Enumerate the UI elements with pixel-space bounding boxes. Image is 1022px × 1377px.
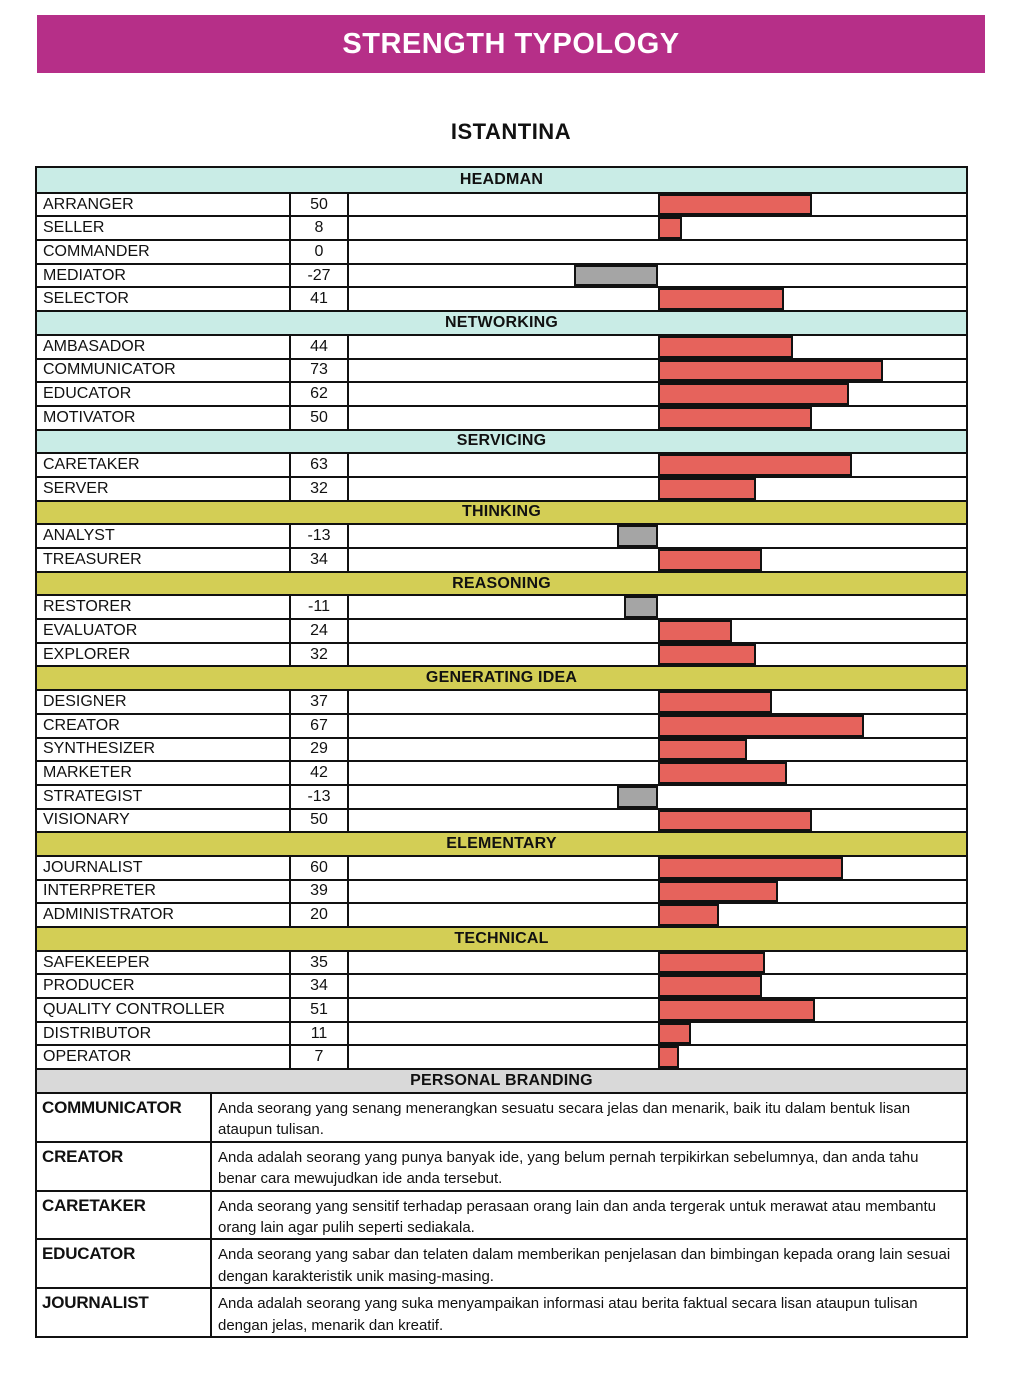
section-header-headman: HEADMAN	[37, 168, 966, 192]
strength-name: STRATEGIST	[37, 786, 291, 808]
person-name: ISTANTINA	[450, 119, 572, 144]
strength-bar-cell	[349, 691, 966, 713]
strength-score: 44	[291, 336, 349, 358]
typology-row-commander	[37, 239, 966, 263]
typology-row-selector	[37, 286, 966, 310]
positive-score-bar	[658, 288, 784, 310]
typology-row-marketer	[37, 760, 966, 784]
strength-score: 41	[291, 288, 349, 310]
strength-name: CARETAKER	[37, 454, 291, 476]
strength-score: 29	[291, 739, 349, 761]
strength-bar-cell	[349, 596, 966, 618]
strength-score: -13	[291, 525, 349, 547]
strength-bar-cell	[349, 525, 966, 547]
branding-description: Anda seorang yang senang menerangkan sesuatu secara jelas dan menarik, baik itu dalam bentuk lisan ataupun tulisan.	[218, 1099, 911, 1139]
strength-bar-cell	[349, 857, 966, 879]
strength-bar-cell	[349, 762, 966, 784]
strength-bar-cell	[349, 549, 966, 571]
strength-name: CREATOR	[37, 715, 291, 737]
branding-label: COMMUNICATOR	[37, 1094, 212, 1141]
strength-score: 24	[291, 620, 349, 642]
positive-score-bar	[658, 904, 720, 926]
strength-score: 32	[291, 478, 349, 500]
strength-score: 63	[291, 454, 349, 476]
strength-name: OPERATOR	[37, 1046, 291, 1068]
strength-score: 11	[291, 1023, 349, 1045]
positive-score-bar	[658, 691, 772, 713]
typology-row-caretaker	[37, 452, 966, 476]
positive-score-bar	[658, 549, 763, 571]
strength-name: ANALYST	[37, 525, 291, 547]
positive-score-bar	[658, 360, 883, 382]
positive-score-bar	[658, 217, 683, 239]
strength-score: 50	[291, 194, 349, 216]
branding-description: Anda adalah seorang yang punya banyak ide, yang belum pernah terpikirkan sebelumnya, dan anda tahu benar cara mewujudkan ide anda tersebut.	[218, 1148, 919, 1187]
strength-name: JOURNALIST	[37, 857, 291, 879]
strength-name: AMBASADOR	[37, 336, 291, 358]
positive-score-bar	[658, 383, 849, 405]
branding-row-caretaker	[37, 1190, 966, 1239]
typology-row-educator	[37, 381, 966, 405]
strength-score: 8	[291, 217, 349, 239]
strength-name: ADMINISTRATOR	[37, 904, 291, 926]
strength-bar-cell	[349, 194, 966, 216]
strength-bar-cell	[349, 478, 966, 500]
strength-name: SAFEKEEPER	[37, 952, 291, 974]
positive-score-bar	[658, 1023, 692, 1045]
strength-name: SERVER	[37, 478, 291, 500]
branding-label: CARETAKER	[37, 1192, 212, 1239]
section-header-reasoning: REASONING	[37, 571, 966, 595]
positive-score-bar	[658, 810, 812, 832]
strength-bar-cell	[349, 1046, 966, 1068]
strength-name: MARKETER	[37, 762, 291, 784]
strength-score: 34	[291, 975, 349, 997]
strength-name: INTERPRETER	[37, 881, 291, 903]
strength-bar-cell	[349, 904, 966, 926]
strength-name: DESIGNER	[37, 691, 291, 713]
strength-bar-cell	[349, 810, 966, 832]
typology-row-motivator	[37, 405, 966, 429]
strength-score: 62	[291, 383, 349, 405]
positive-score-bar	[658, 739, 747, 761]
typology-row-safekeeper	[37, 950, 966, 974]
typology-row-server	[37, 476, 966, 500]
strength-bar-cell	[349, 360, 966, 382]
strength-score: -13	[291, 786, 349, 808]
typology-row-analyst	[37, 523, 966, 547]
strength-bar-cell	[349, 620, 966, 642]
strength-score: 34	[291, 549, 349, 571]
branding-row-educator	[37, 1238, 966, 1287]
typology-row-journalist	[37, 855, 966, 879]
positive-score-bar	[658, 407, 812, 429]
branding-row-creator	[37, 1141, 966, 1190]
strength-score: 7	[291, 1046, 349, 1068]
positive-score-bar	[658, 454, 852, 476]
strength-name: VISIONARY	[37, 810, 291, 832]
report-title: STRENGTH TYPOLOGY	[342, 27, 680, 60]
branding-label: JOURNALIST	[37, 1289, 212, 1336]
typology-row-strategist	[37, 784, 966, 808]
positive-score-bar	[658, 194, 812, 216]
typology-row-arranger	[37, 192, 966, 216]
strength-score: -27	[291, 265, 349, 287]
positive-score-bar	[658, 952, 766, 974]
section-header-generating-idea: GENERATING IDEA	[37, 665, 966, 689]
branding-description: Anda adalah seorang yang suka menyampaikan informasi atau berita faktual secara lisan ataupun tulisan dengan jelas, menarik dan kreatif.	[218, 1295, 918, 1334]
typology-row-visionary	[37, 808, 966, 832]
strength-score: 50	[291, 407, 349, 429]
strength-name: QUALITY CONTROLLER	[37, 999, 291, 1021]
branding-row-journalist	[37, 1287, 966, 1336]
strength-name: EXPLORER	[37, 644, 291, 666]
strength-name: SYNTHESIZER	[37, 739, 291, 761]
typology-row-administrator	[37, 902, 966, 926]
section-header-personal-branding: PERSONAL BRANDING	[37, 1068, 966, 1092]
strength-score: 50	[291, 810, 349, 832]
strength-name: EDUCATOR	[37, 383, 291, 405]
typology-row-operator	[37, 1044, 966, 1068]
negative-score-bar	[617, 786, 657, 808]
strength-name: SELLER	[37, 217, 291, 239]
positive-score-bar	[658, 715, 865, 737]
strength-name: MEDIATOR	[37, 265, 291, 287]
strength-bar-cell	[349, 786, 966, 808]
section-header-networking: NETWORKING	[37, 310, 966, 334]
branding-row-communicator	[37, 1092, 966, 1141]
typology-row-ambasador	[37, 334, 966, 358]
negative-score-bar	[624, 596, 658, 618]
strength-name: PRODUCER	[37, 975, 291, 997]
strength-name: DISTRIBUTOR	[37, 1023, 291, 1045]
branding-label: CREATOR	[37, 1143, 212, 1190]
typology-row-mediator	[37, 263, 966, 287]
report-page	[0, 15, 1022, 1338]
strength-score: 35	[291, 952, 349, 974]
strength-score: 32	[291, 644, 349, 666]
strength-bar-cell	[349, 454, 966, 476]
strength-name: COMMANDER	[37, 241, 291, 263]
typology-row-interpreter	[37, 879, 966, 903]
typology-row-seller	[37, 215, 966, 239]
strength-name: RESTORER	[37, 596, 291, 618]
typology-row-restorer	[37, 594, 966, 618]
section-header-servicing: SERVICING	[37, 429, 966, 453]
typology-row-evaluator	[37, 618, 966, 642]
positive-score-bar	[658, 857, 843, 879]
strength-score: 0	[291, 241, 349, 263]
strength-score: 37	[291, 691, 349, 713]
title-banner	[37, 15, 985, 73]
strength-score: 42	[291, 762, 349, 784]
section-header-elementary: ELEMENTARY	[37, 831, 966, 855]
typology-row-explorer	[37, 642, 966, 666]
section-header-thinking: THINKING	[37, 500, 966, 524]
positive-score-bar	[658, 1046, 680, 1068]
strength-bar-cell	[349, 881, 966, 903]
strength-name: ARRANGER	[37, 194, 291, 216]
strength-typology-table	[35, 166, 968, 1338]
strength-bar-cell	[349, 217, 966, 239]
positive-score-bar	[658, 478, 757, 500]
positive-score-bar	[658, 620, 732, 642]
positive-score-bar	[658, 336, 794, 358]
strength-bar-cell	[349, 288, 966, 310]
strength-bar-cell	[349, 715, 966, 737]
strength-score: -11	[291, 596, 349, 618]
typology-row-communicator	[37, 358, 966, 382]
typology-row-creator	[37, 713, 966, 737]
strength-bar-cell	[349, 265, 966, 287]
strength-score: 60	[291, 857, 349, 879]
strength-name: SELECTOR	[37, 288, 291, 310]
strength-name: COMMUNICATOR	[37, 360, 291, 382]
strength-name: TREASURER	[37, 549, 291, 571]
strength-score: 51	[291, 999, 349, 1021]
negative-score-bar	[617, 525, 657, 547]
strength-bar-cell	[349, 999, 966, 1021]
strength-bar-cell	[349, 952, 966, 974]
negative-score-bar	[574, 265, 657, 287]
typology-row-designer	[37, 689, 966, 713]
strength-score: 73	[291, 360, 349, 382]
typology-row-producer	[37, 973, 966, 997]
typology-row-treasurer	[37, 547, 966, 571]
positive-score-bar	[658, 644, 757, 666]
strength-bar-cell	[349, 407, 966, 429]
branding-description: Anda seorang yang sensitif terhadap perasaan orang lain dan anda tergerak untuk merawat atau membantu orang lain agar pulih seperti sediakala.	[218, 1197, 936, 1236]
strength-bar-cell	[349, 975, 966, 997]
branding-label: EDUCATOR	[37, 1240, 212, 1287]
typology-row-distributor	[37, 1021, 966, 1045]
strength-name: MOTIVATOR	[37, 407, 291, 429]
typology-row-quality-controller	[37, 997, 966, 1021]
strength-bar-cell	[349, 241, 966, 263]
strength-bar-cell	[349, 644, 966, 666]
strength-bar-cell	[349, 1023, 966, 1045]
strength-score: 39	[291, 881, 349, 903]
strength-bar-cell	[349, 383, 966, 405]
positive-score-bar	[658, 881, 778, 903]
positive-score-bar	[658, 999, 815, 1021]
positive-score-bar	[658, 975, 763, 997]
strength-score: 20	[291, 904, 349, 926]
strength-name: EVALUATOR	[37, 620, 291, 642]
strength-score: 67	[291, 715, 349, 737]
branding-description: Anda seorang yang sabar dan telaten dalam memberikan penjelasan dan bimbingan kepada orang lain sesuai dengan karakteristik unik masing-masing.	[218, 1246, 951, 1285]
section-header-technical: TECHNICAL	[37, 926, 966, 950]
strength-bar-cell	[349, 336, 966, 358]
strength-bar-cell	[349, 739, 966, 761]
positive-score-bar	[658, 762, 788, 784]
typology-row-synthesizer	[37, 737, 966, 761]
